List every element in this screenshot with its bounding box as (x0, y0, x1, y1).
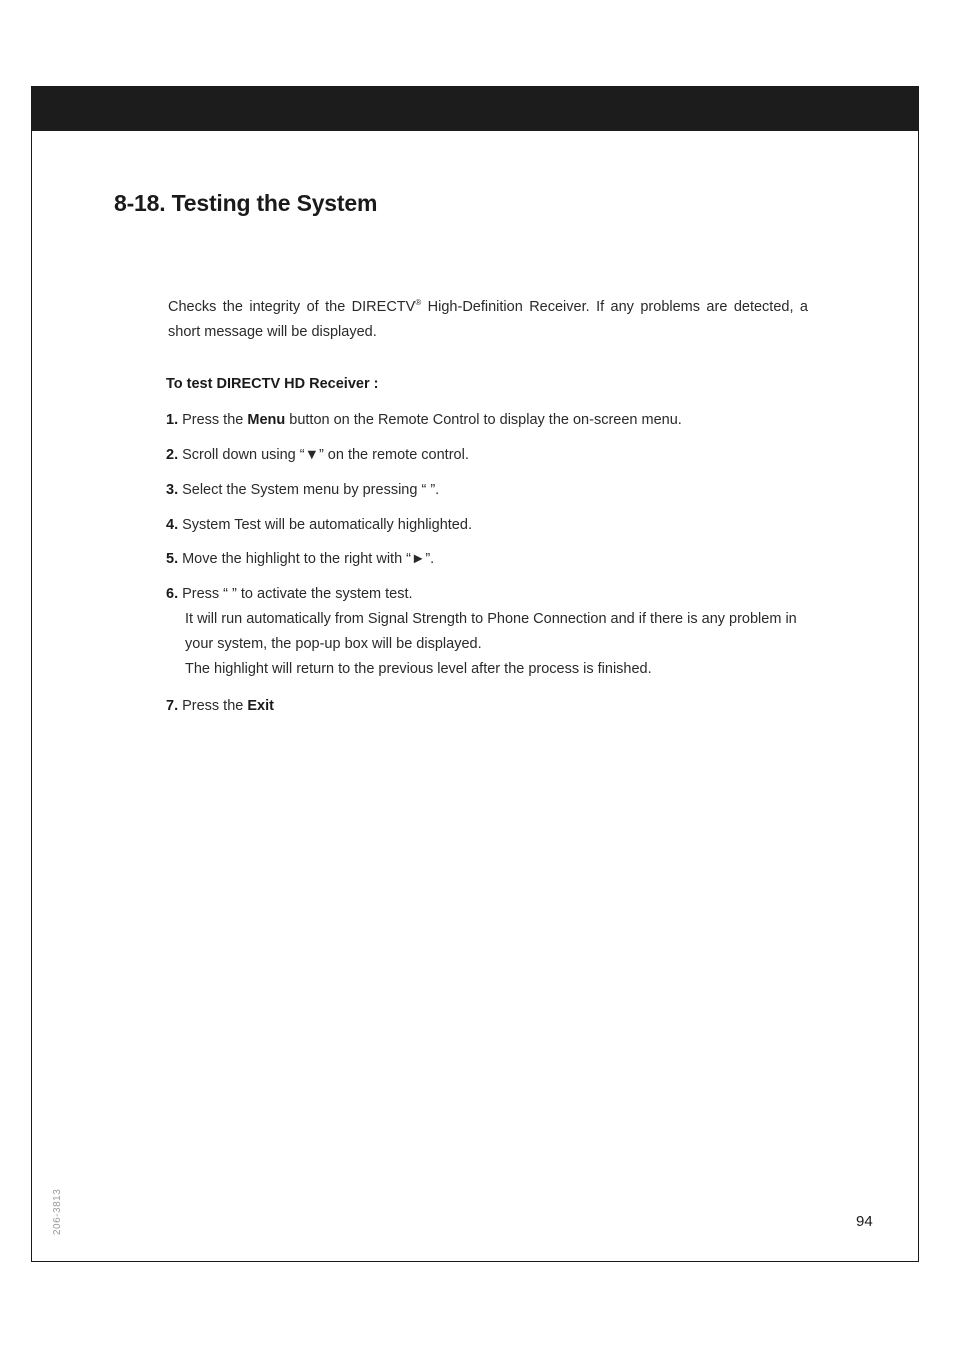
step-number: 6. (166, 586, 179, 602)
step-text: Scroll down using “▼” on the remote control. (182, 447, 469, 463)
step-6-detail-line: The highlight will return to the previous level after the process is finished. (185, 661, 652, 677)
document-id: 206-3813 (52, 1188, 63, 1235)
step-text: Press the (182, 698, 248, 714)
subheading: To test DIRECTV HD Receiver : (166, 376, 379, 392)
page-frame (31, 86, 919, 1262)
step-number: 4. (166, 517, 179, 533)
step-text: Move the highlight to the right with “►”. (182, 551, 435, 567)
step-text: Press “ ” to activate the system test. (182, 586, 413, 602)
step-1 (166, 408, 682, 433)
step-5 (166, 547, 434, 572)
step-text: Press the (182, 412, 248, 428)
page-number: 94 (856, 1213, 873, 1230)
step-7 (166, 694, 274, 719)
step-text: Select the System menu by pressing “ ”. (182, 482, 440, 498)
step-4 (166, 513, 472, 538)
step-bold: Menu (247, 412, 286, 428)
intro-text-2: High-Definition Receiver. If any problems are detected, a short message will be displayed. (168, 299, 808, 340)
step-number: 2. (166, 447, 179, 463)
step-number: 3. (166, 482, 179, 498)
intro-paragraph (168, 295, 808, 345)
step-6-detail-line: It will run automatically from Signal Strength to Phone Connection and if there is any problem in (185, 611, 797, 627)
step-6 (166, 582, 797, 682)
step-number: 7. (166, 698, 179, 714)
step-2 (166, 443, 469, 468)
step-3 (166, 478, 439, 503)
step-bold: Exit (247, 698, 274, 714)
header-bar (32, 87, 918, 131)
step-number: 5. (166, 551, 179, 567)
step-number: 1. (166, 412, 179, 428)
step-text: System Test will be automatically highlighted. (182, 517, 472, 533)
registered-mark: ® (415, 298, 422, 307)
step-text: button on the Remote Control to display the on-screen menu. (285, 412, 682, 428)
section-title: 8-18. Testing the System (114, 190, 378, 216)
intro-text-1: Checks the integrity of the DIRECTV (168, 299, 416, 315)
step-6-detail-line: your system, the pop-up box will be displayed. (185, 636, 482, 652)
